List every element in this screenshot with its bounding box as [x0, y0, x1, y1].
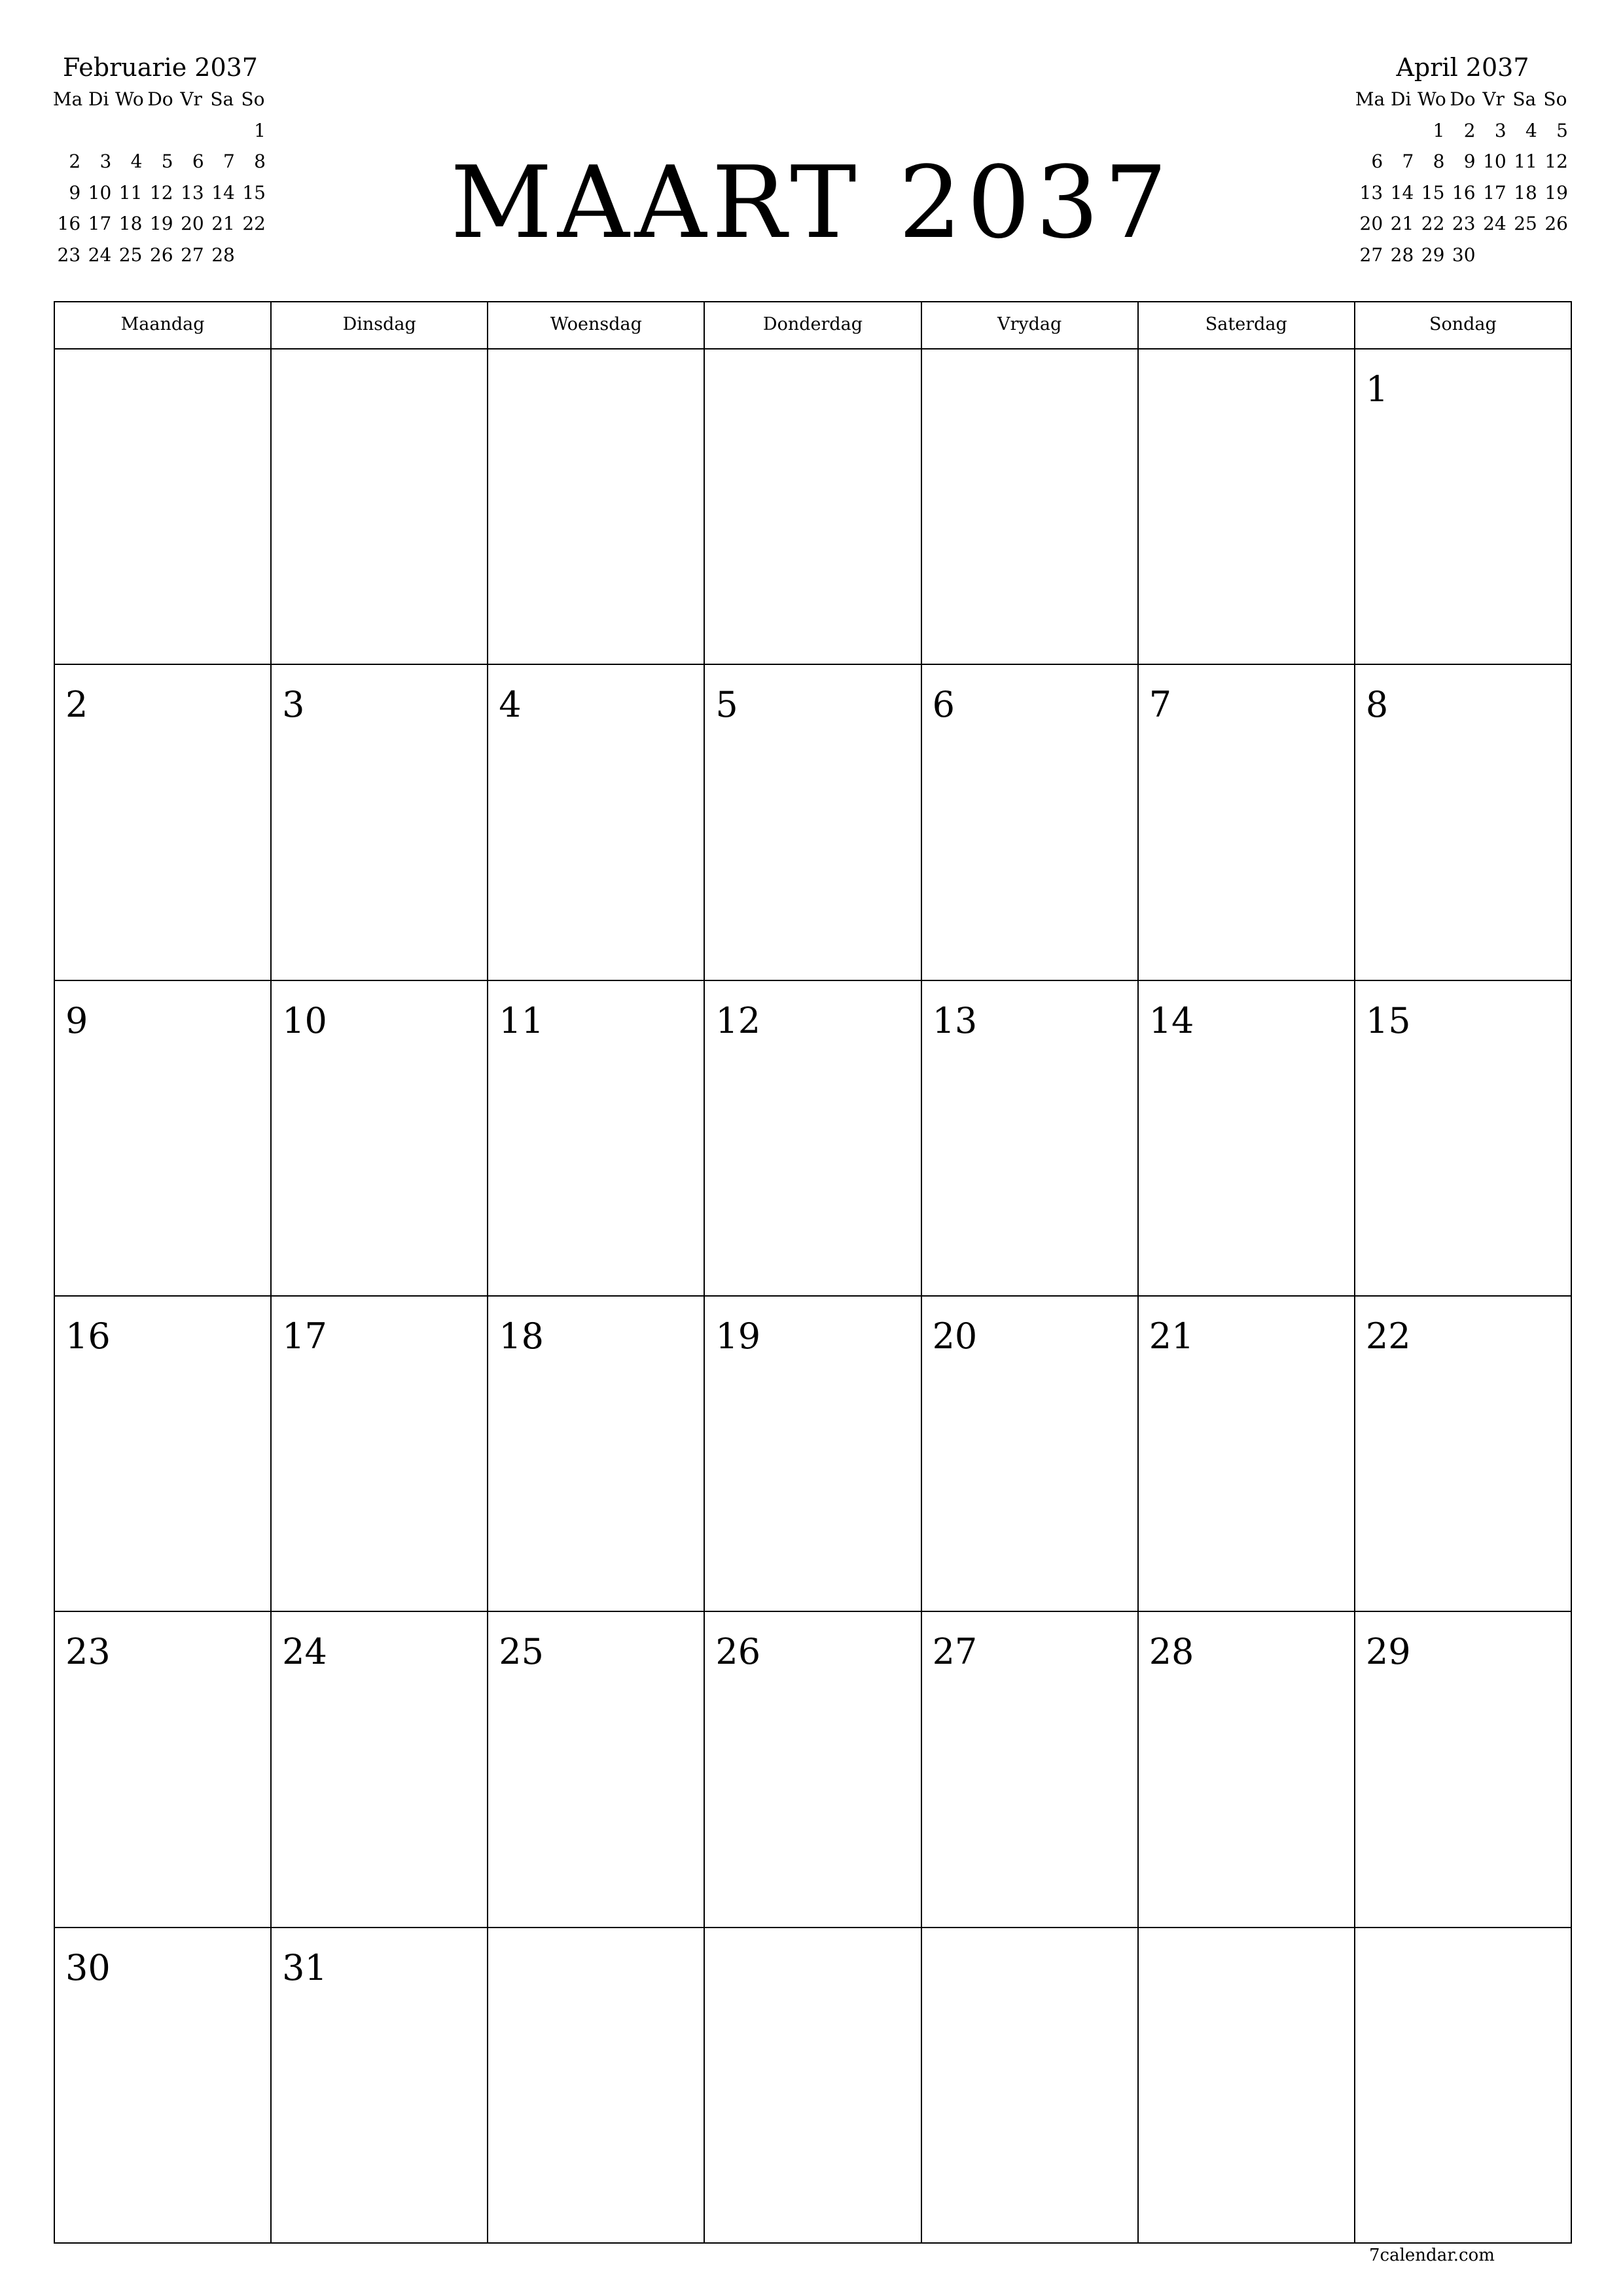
mini-day: 23: [1452, 213, 1476, 234]
weekday-header: Vrydag: [922, 302, 1139, 350]
day-number: 29: [1365, 1631, 1411, 1673]
day-number: 6: [932, 684, 955, 726]
mini-day: 18: [118, 213, 143, 234]
mini-calendar-title: Februarie 2037: [63, 53, 258, 82]
day-number: 17: [282, 1316, 327, 1357]
mini-weekday-label: Sa: [210, 88, 234, 110]
day-cell: [55, 981, 272, 1297]
mini-day: [83, 115, 114, 147]
day-cell: [705, 981, 921, 1297]
day-cell: [1355, 665, 1572, 980]
day-cell: [488, 1297, 705, 1612]
day-cell: [705, 1612, 921, 1928]
mini-day: 13: [1359, 181, 1383, 204]
mini-day: [1540, 240, 1571, 271]
weekday-header: Dinsdag: [272, 302, 488, 350]
day-number: 9: [65, 999, 88, 1041]
mini-day: 9: [69, 181, 81, 204]
mini-weekday-label: Wo: [1417, 88, 1446, 110]
mini-day: 6: [192, 151, 204, 172]
day-cell: [1355, 981, 1572, 1297]
mini-day: 5: [161, 151, 173, 172]
mini-weekday-label: Di: [1391, 88, 1412, 110]
mini-day: 24: [1483, 213, 1507, 234]
mini-day: 23: [57, 243, 81, 266]
day-cell: [272, 981, 488, 1297]
mini-weekday-label: Do: [147, 88, 173, 110]
mini-weekday-label: So: [241, 88, 265, 110]
day-number: 20: [932, 1316, 978, 1357]
day-number: 16: [65, 1316, 111, 1357]
mini-day: 14: [211, 181, 235, 204]
day-cell: [488, 350, 705, 665]
page-title: MAART 2037: [450, 145, 1173, 260]
day-cell: [55, 1928, 272, 2244]
month-grid: [54, 301, 1572, 2244]
day-number: 28: [1149, 1631, 1194, 1673]
weekday-header: Woensdag: [488, 302, 705, 350]
mini-day: 10: [1483, 151, 1507, 172]
mini-day: 6: [1371, 151, 1383, 172]
mini-day: 27: [181, 243, 204, 266]
mini-day: 15: [1421, 181, 1445, 204]
mini-day: 20: [181, 213, 204, 234]
day-cell: [1355, 1612, 1572, 1928]
day-number: 23: [65, 1631, 111, 1673]
mini-weekday-label: Sa: [1512, 88, 1537, 110]
day-number: 15: [1365, 999, 1411, 1041]
day-number: 26: [715, 1631, 761, 1673]
day-cell: [272, 1928, 488, 2244]
mini-day: 15: [242, 181, 266, 204]
mini-day: 22: [242, 213, 266, 234]
day-cell: [488, 665, 705, 980]
mini-day: 2: [1463, 119, 1476, 141]
day-cell: [705, 350, 921, 665]
day-cell: [488, 981, 705, 1297]
site-credit: 7calendar.com: [1369, 2246, 1495, 2265]
mini-day: 7: [223, 151, 235, 172]
mini-day: 17: [1483, 181, 1507, 204]
mini-day: 26: [149, 243, 173, 266]
mini-day: 21: [211, 213, 235, 234]
day-cell: [55, 1297, 272, 1612]
weekday-header: Maandag: [55, 302, 272, 350]
mini-day: 25: [118, 243, 143, 266]
mini-calendar-title: April 2037: [1396, 53, 1529, 82]
mini-weekday-label: Ma: [1355, 88, 1385, 110]
mini-day: 26: [1544, 213, 1568, 234]
day-cell: [705, 665, 921, 980]
mini-day: 28: [1390, 243, 1414, 266]
day-number: 7: [1149, 684, 1172, 726]
day-number: 27: [932, 1631, 978, 1673]
day-cell: [922, 1612, 1139, 1928]
mini-day: [1509, 240, 1540, 271]
mini-day: 9: [1463, 151, 1476, 172]
weekday-header: Sondag: [1355, 302, 1572, 350]
day-cell: [272, 350, 488, 665]
day-cell: [1139, 1612, 1355, 1928]
day-cell: [922, 1928, 1139, 2244]
day-number: 3: [282, 684, 305, 726]
day-number: 21: [1149, 1316, 1194, 1357]
mini-day: 16: [57, 213, 81, 234]
mini-weekday-label: Vr: [1482, 88, 1505, 110]
mini-weekday-label: Vr: [180, 88, 202, 110]
mini-day: 24: [88, 243, 112, 266]
mini-day: [52, 115, 83, 147]
day-cell: [705, 1297, 921, 1612]
day-cell: [922, 350, 1139, 665]
day-cell: [1139, 1928, 1355, 2244]
mini-day: [176, 115, 207, 147]
mini-day: 1: [1433, 119, 1445, 141]
day-cell: [1355, 350, 1572, 665]
mini-day: 13: [181, 181, 204, 204]
mini-day: 8: [254, 151, 266, 172]
mini-day: 5: [1556, 119, 1568, 141]
day-cell: [1355, 1297, 1572, 1612]
mini-day: 1: [254, 119, 266, 141]
mini-day: 25: [1514, 213, 1537, 234]
mini-calendar-next-month: [1355, 51, 1571, 270]
day-number: 4: [499, 684, 522, 726]
mini-weekday-label: Wo: [115, 88, 144, 110]
mini-weekday-label: Ma: [52, 88, 83, 110]
day-number: 22: [1365, 1316, 1411, 1357]
mini-day: [1355, 115, 1385, 147]
mini-day: 20: [1359, 213, 1383, 234]
weekday-header: Saterdag: [1139, 302, 1355, 350]
day-cell: [272, 1612, 488, 1928]
day-cell: [488, 1612, 705, 1928]
mini-day: 28: [211, 243, 235, 266]
day-number: 2: [65, 684, 88, 726]
mini-day: 11: [118, 181, 143, 204]
mini-day: 7: [1402, 151, 1414, 172]
mini-day: 18: [1514, 181, 1537, 204]
day-number: 14: [1149, 999, 1194, 1041]
mini-calendar-previous-month: [52, 51, 268, 270]
mini-day: 4: [1525, 119, 1537, 141]
mini-weekday-label: Do: [1450, 88, 1476, 110]
mini-day: 4: [130, 151, 143, 172]
day-number: 12: [715, 999, 761, 1041]
mini-weekday-label: Di: [88, 88, 109, 110]
day-number: 19: [715, 1316, 761, 1357]
mini-day: 27: [1359, 243, 1383, 266]
day-number: 18: [499, 1316, 544, 1357]
day-number: 25: [499, 1631, 544, 1673]
day-cell: [922, 665, 1139, 980]
mini-day: 19: [1544, 181, 1568, 204]
day-number: 11: [499, 999, 544, 1041]
day-cell: [272, 665, 488, 980]
mini-day: 10: [88, 181, 112, 204]
day-cell: [705, 1928, 921, 2244]
mini-day: 19: [149, 213, 173, 234]
mini-day: 8: [1433, 151, 1445, 172]
day-number: 10: [282, 999, 327, 1041]
day-number: 13: [932, 999, 978, 1041]
day-number: 1: [1365, 368, 1389, 410]
mini-calendar-grid: [1355, 84, 1571, 270]
day-number: 31: [282, 1946, 327, 1988]
mini-day: [207, 115, 238, 147]
mini-day: [114, 115, 145, 147]
day-cell: [55, 665, 272, 980]
day-cell: [1139, 350, 1355, 665]
mini-day: 29: [1421, 243, 1445, 266]
mini-day: 14: [1390, 181, 1414, 204]
mini-day: 17: [88, 213, 112, 234]
day-cell: [55, 1612, 272, 1928]
mini-day: 12: [149, 181, 173, 204]
mini-weekday-label: So: [1543, 88, 1567, 110]
day-cell: [1139, 665, 1355, 980]
mini-day: 21: [1390, 213, 1414, 234]
day-cell: [1139, 1297, 1355, 1612]
mini-day: 11: [1514, 151, 1537, 172]
day-number: 24: [282, 1631, 327, 1673]
mini-day: [145, 115, 175, 147]
day-cell: [922, 981, 1139, 1297]
day-number: 30: [65, 1946, 111, 1988]
day-cell: [1355, 1928, 1572, 2244]
mini-day: [1478, 240, 1509, 271]
mini-day: 16: [1452, 181, 1476, 204]
mini-day: [238, 240, 268, 271]
day-number: 5: [715, 684, 738, 726]
mini-calendar-grid: [52, 84, 268, 270]
day-cell: [272, 1297, 488, 1612]
mini-day: 3: [99, 151, 112, 172]
day-cell: [55, 350, 272, 665]
mini-day: 12: [1544, 151, 1568, 172]
day-cell: [488, 1928, 705, 2244]
day-number: 8: [1365, 684, 1389, 726]
mini-day: 2: [69, 151, 81, 172]
mini-day: 22: [1421, 213, 1445, 234]
mini-day: 30: [1452, 243, 1476, 266]
day-cell: [922, 1297, 1139, 1612]
day-cell: [1139, 981, 1355, 1297]
mini-day: [1385, 115, 1416, 147]
weekday-header: Donderdag: [705, 302, 921, 350]
mini-day: 3: [1494, 119, 1507, 141]
